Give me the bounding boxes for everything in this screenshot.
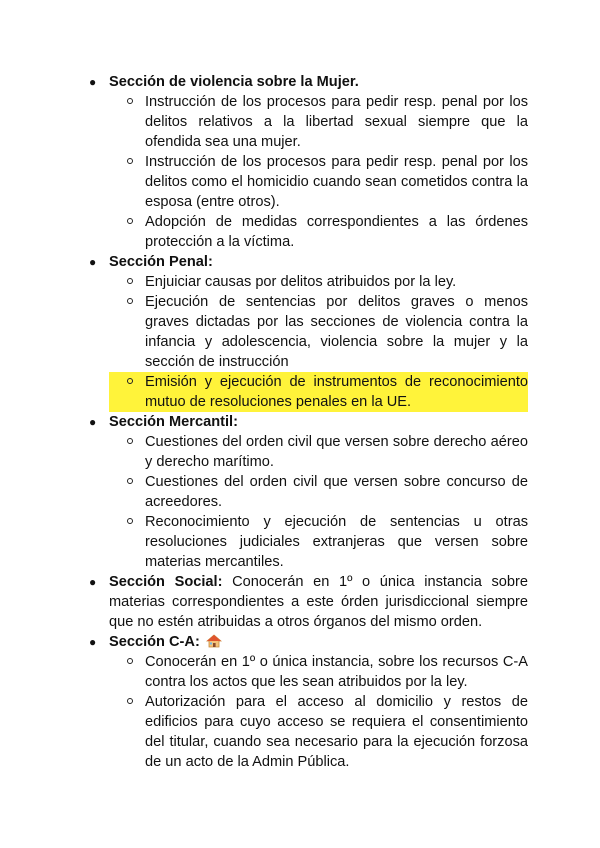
circle-bullet-icon <box>127 658 133 664</box>
circle-bullet-icon <box>127 518 133 524</box>
bullet-icon: ● <box>89 75 97 89</box>
sub-list <box>109 272 528 412</box>
sub-list <box>109 652 528 772</box>
circle-bullet-icon <box>127 278 133 284</box>
list-item <box>109 212 528 252</box>
bullet-icon: ● <box>89 635 97 649</box>
highlighted-list-item <box>109 372 528 412</box>
section-title: Sección Penal: <box>109 254 213 270</box>
list-item <box>109 432 528 472</box>
section-title: Sección Mercantil: <box>109 414 238 430</box>
bullet-icon: ● <box>89 575 97 589</box>
circle-bullet-icon <box>127 378 133 384</box>
list-item-text: Conocerán en 1º o única instancia, sobre los recursos C-A contra los actos que les sean atribuidos por la ley. <box>145 654 528 690</box>
list-item-text: Reconocimiento y ejecución de sentencias u otras resoluciones judiciales extranjeras que versen sobre materias mercantiles. <box>145 514 528 570</box>
section-title: Sección Social: <box>109 574 223 590</box>
circle-bullet-icon <box>127 438 133 444</box>
list-item-text: Cuestiones del orden civil que versen sobre derecho aéreo y derecho marítimo. <box>145 434 528 470</box>
section-penal <box>88 252 528 412</box>
list-item <box>109 152 528 212</box>
sub-list <box>109 432 528 572</box>
section-title: Sección C-A: <box>109 634 200 650</box>
section-violencia-mujer <box>88 72 528 252</box>
section-ca <box>88 632 528 772</box>
list-item <box>109 272 528 292</box>
circle-bullet-icon <box>127 298 133 304</box>
list-item-text: Adopción de medidas correspondientes a las órdenes protección a la víctima. <box>145 214 528 250</box>
list-item <box>109 652 528 692</box>
list-item <box>109 292 528 372</box>
circle-bullet-icon <box>127 478 133 484</box>
sub-list <box>109 92 528 252</box>
list-item-text: Emisión y ejecución de instrumentos de reconocimiento mutuo de resoluciones penales en la UE. <box>145 374 528 410</box>
list-item <box>109 92 528 152</box>
house-icon <box>206 634 222 648</box>
list-item-text: Enjuiciar causas por delitos atribuidos por la ley. <box>145 274 457 290</box>
list-item-text: Instrucción de los procesos para pedir resp. penal por los delitos relativos a la libertad sexual siempre que la ofendida sea una mujer. <box>145 94 528 150</box>
section-mercantil <box>88 412 528 572</box>
list-item-text: Ejecución de sentencias por delitos graves o menos graves dictadas por las secciones de violencia contra la infancia y adolescencia, violencia sobre la mujer y la sección de instrucción <box>145 294 528 370</box>
list-item-text: Cuestiones del orden civil que versen sobre concurso de acreedores. <box>145 474 528 510</box>
section-social <box>88 572 528 632</box>
section-list <box>88 72 528 772</box>
document-body <box>88 72 528 772</box>
list-item-text: Autorización para el acceso al domicilio y restos de edificios para cuyo acceso se requiera el consentimiento del titular, cuando sea necesario para la ejecución forzosa de un acto de la Admin Pública. <box>145 694 528 770</box>
list-item <box>109 692 528 772</box>
circle-bullet-icon <box>127 698 133 704</box>
list-item <box>109 472 528 512</box>
list-item-text: Instrucción de los procesos para pedir resp. penal por los delitos como el homicidio cuando sean cometidos contra la esposa (entre otros). <box>145 154 528 210</box>
circle-bullet-icon <box>127 98 133 104</box>
list-item <box>109 512 528 572</box>
bullet-icon: ● <box>89 415 97 429</box>
circle-bullet-icon <box>127 218 133 224</box>
bullet-icon: ● <box>89 255 97 269</box>
section-title: Sección de violencia sobre la Mujer. <box>109 74 359 90</box>
section-text: Conocerán en 1º o única instancia sobre materias correspondientes a este órden jurisdiccional siempre que no estén atribuidas a otros órganos del mismo orden. <box>109 574 528 630</box>
circle-bullet-icon <box>127 158 133 164</box>
